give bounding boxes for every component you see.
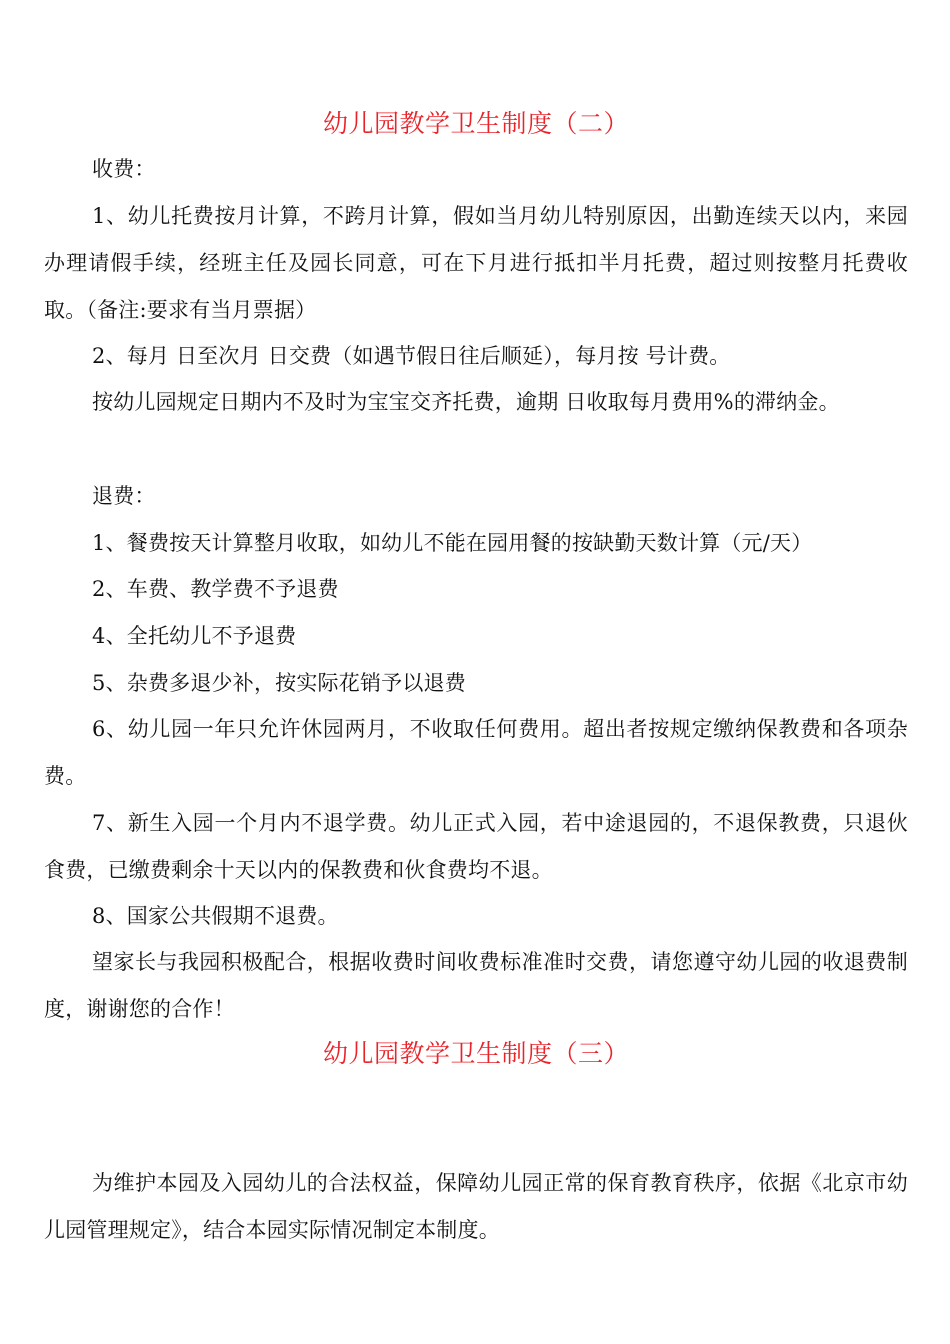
refund-heading: 退费：: [92, 484, 156, 508]
late-fee-paragraph: 按幼儿园规定日期内不及时为宝宝交齐托费，逾期 日收取每月费用%的滞纳金。: [92, 390, 840, 414]
refund-item: 6、幼儿园一年只允许休园两月，不收取任何费用。超出者按规定缴纳保教费和各项杂费。: [44, 717, 908, 788]
section-two-title: 幼儿园教学卫生制度（二）: [322, 109, 629, 138]
fee-heading: 收费：: [92, 157, 156, 181]
closing-paragraph: 望家长与我园积极配合，根据收费时间收费标准准时交费，请您遵守幼儿园的收退费制度，谢谢您的合作！: [44, 950, 908, 1021]
refund-item: 5、杂费多退少补，按实际花销予以退费: [92, 671, 466, 695]
section-three-intro: 为维护本园及入园幼儿的合法权益，保障幼儿园正常的保育教育秩序，依据《北京市幼儿园管理规定》，结合本园实际情况制定本制度。: [44, 1171, 908, 1242]
refund-item: 1、餐费按天计算整月收取，如幼儿不能在园用餐的按缺勤天数计算（元/天）: [92, 531, 813, 555]
refund-item: 7、新生入园一个月内不退学费。幼儿正式入园，若中途退园的，不退保教费，只退伙食费，已缴费剩余十天以内的保教费和伙食费均不退。: [44, 811, 908, 882]
fee-item-2: 2、每月 日至次月 日交费（如遇节假日往后顺延），每月按 号计费。: [92, 344, 731, 368]
fee-item-1: 1、幼儿托费按月计算，不跨月计算，假如当月幼儿特别原因，出勤连续天以内，来园办理请假手续，经班主任及园长同意，可在下月进行抵扣半月托费，超过则按整月托费收取。（备注:要求有当月票据）: [44, 204, 908, 322]
refund-item: 2、车费、教学费不予退费: [92, 577, 339, 601]
refund-item: 8、国家公共假期不退费。: [92, 904, 339, 928]
section-three-title: 幼儿园教学卫生制度（三）: [322, 1039, 629, 1068]
refund-item: 4、全托幼儿不予退费: [92, 624, 297, 648]
